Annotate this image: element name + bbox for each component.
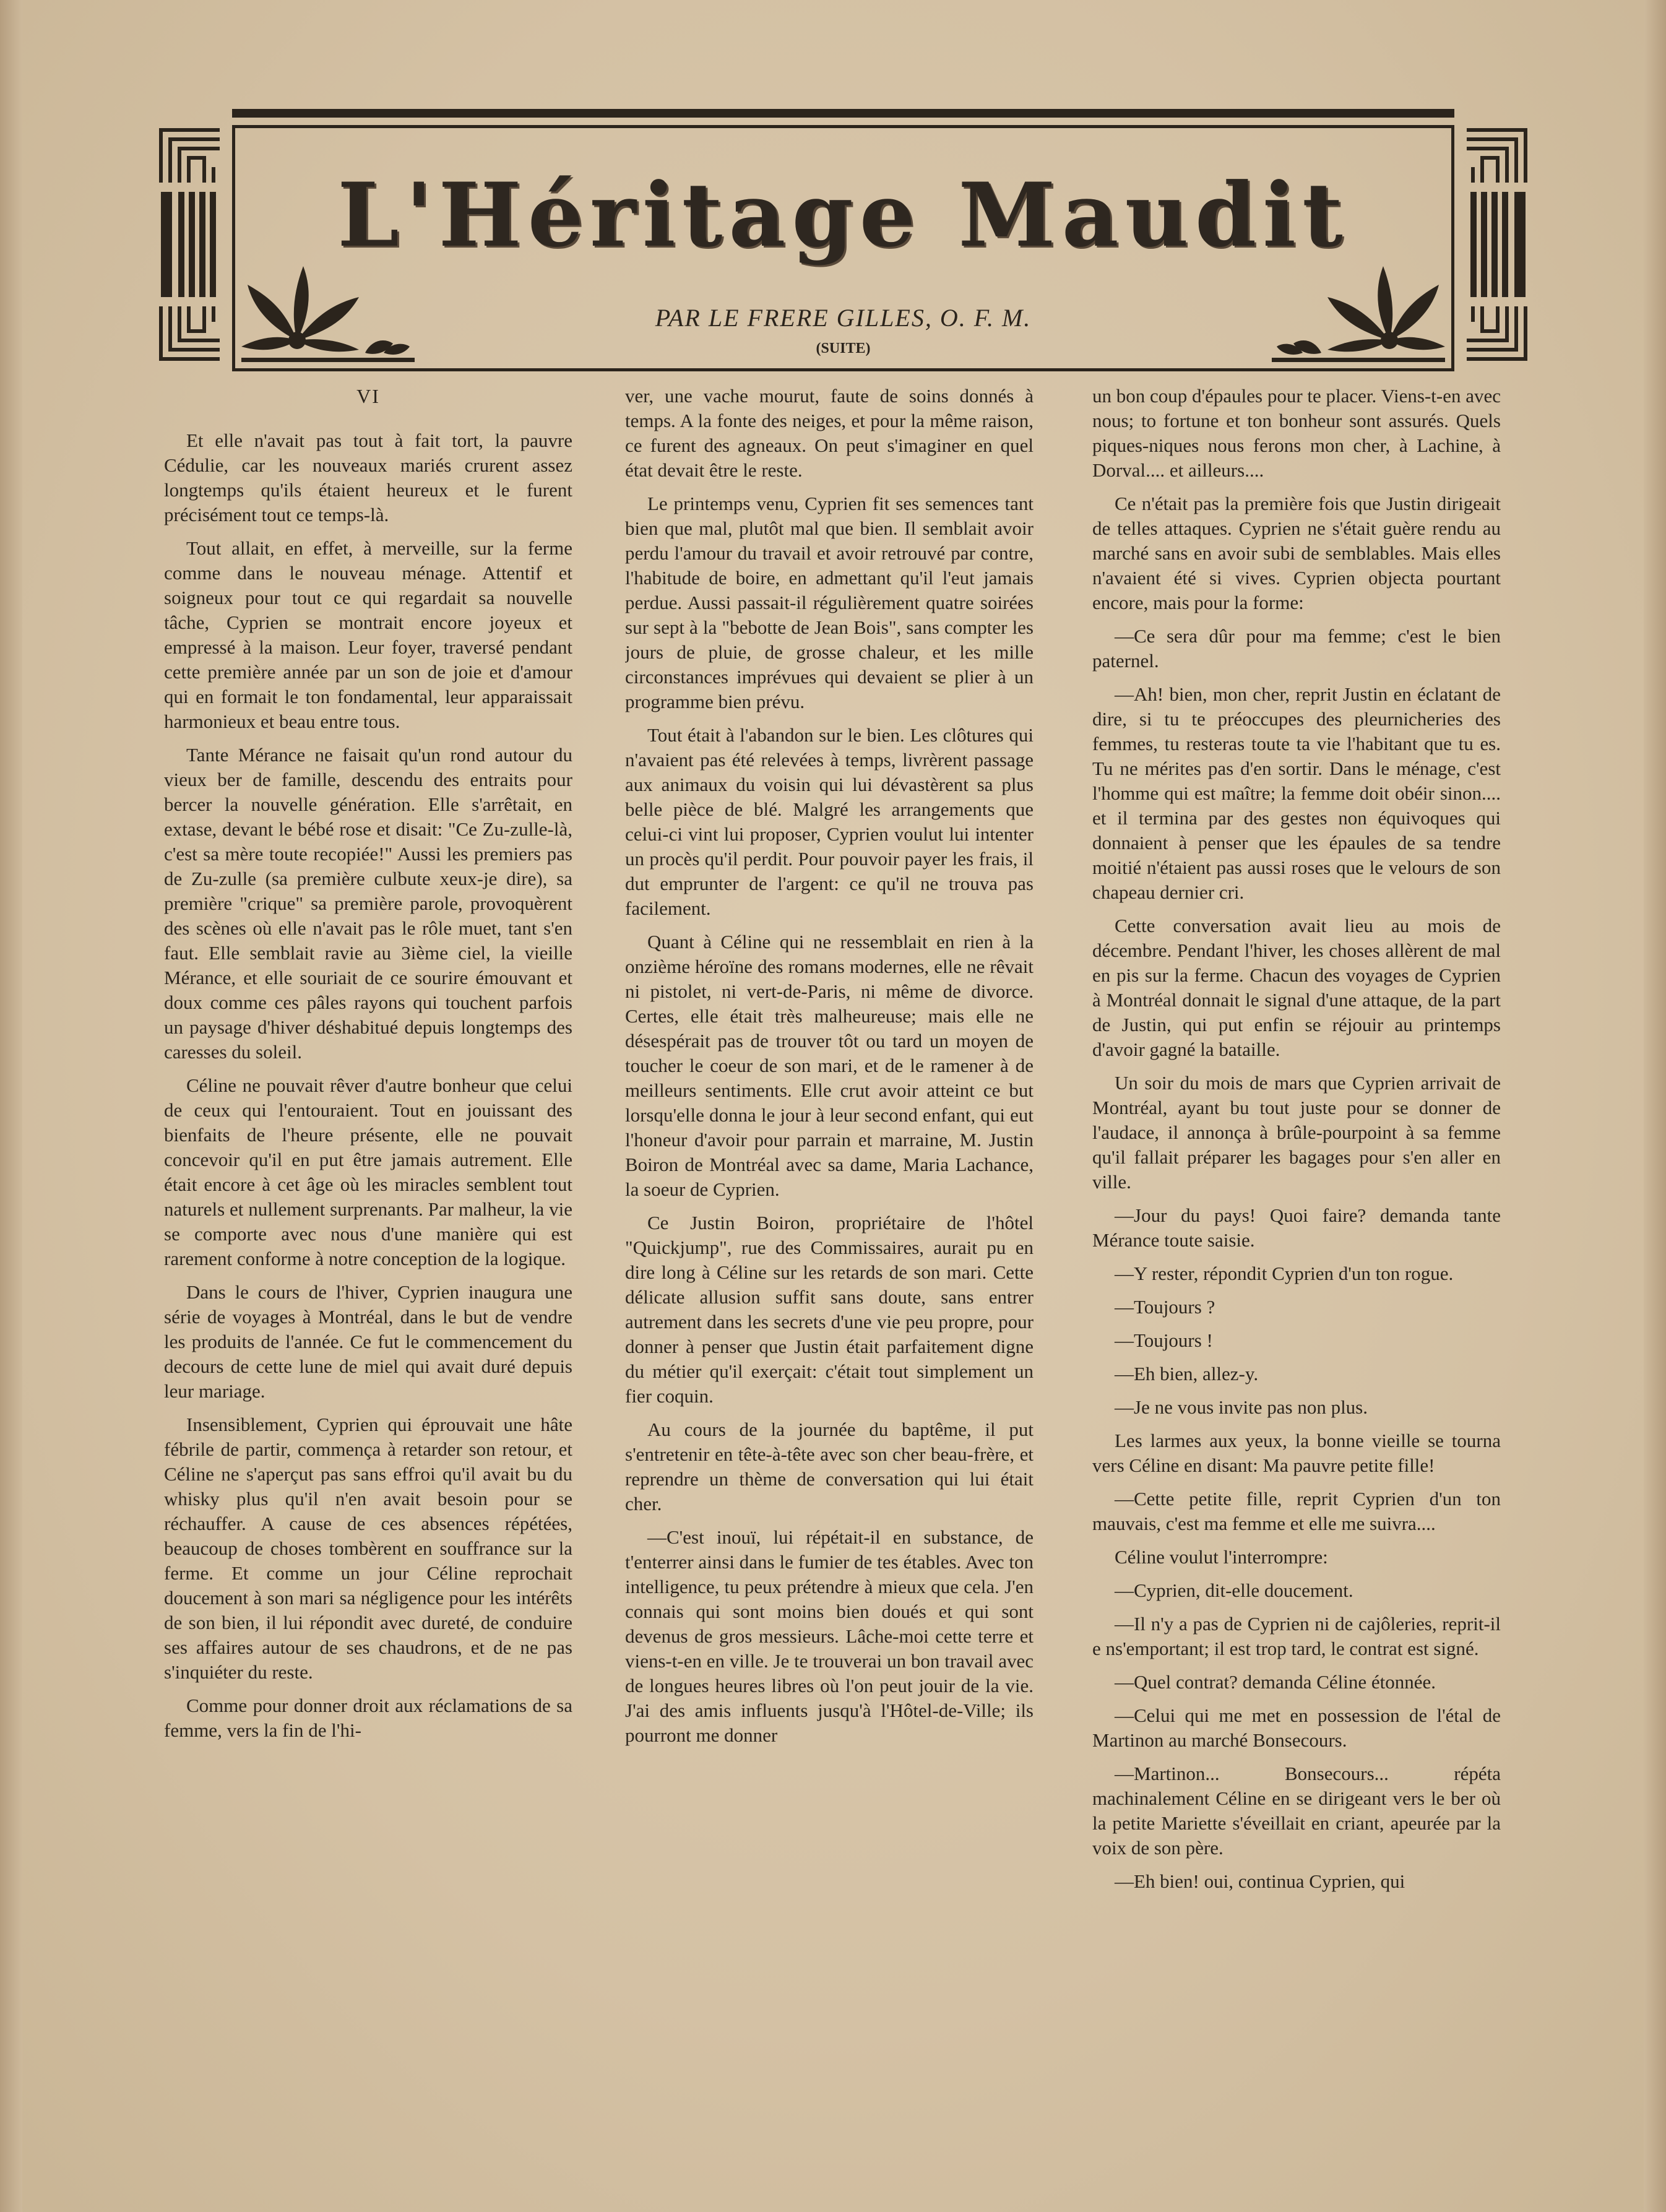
paragraph: —Martinon... Bonsecours... répéta machinalement Céline en se dirigeant vers le ber où la petite Mariette s'éveillait en criant, apeurée par la voix de son père.	[1092, 1763, 1501, 1859]
page-edge-right	[1644, 0, 1666, 2212]
paragraph: Quant à Céline qui ne ressemblait en rien à la onzième héroïne des romans modernes, elle ne rêvait ni pistolet, ni vert-de-Paris, ni même de divorce. Certes, elle était très malheureuse; mais elle ne désespérait pas de trouver tôt ou tard un moyen de toucher le coeur de son mari, et de le ramener à de meilleurs sentiments. Elle crut avoir atteint ce but lorsqu'elle donna le jour à leur second enfant, qui eut l'honeur d'avoir pour parrain et marraine, M. Justin Boiron de Montréal avec sa dame, Maria Lachance, la soeur de Cyprien.	[625, 931, 1034, 1200]
article-title: L'Héritage Maudit	[337, 164, 1349, 267]
article-byline: PAR LE FRERE GILLES, O. F. M.	[655, 304, 1032, 332]
paragraph: Tout était à l'abandon sur le bien. Les clôtures qui n'avaient pas été relevées à temps, livrèrent passage aux animaux du voisin qui lui dévastèrent sa plus belle pièce de blé. Malgré les arrangements que celui-ci vint lui proposer, Cyprien voulut lui intenter un procès qu'il perdit. Pour pouvoir payer les frais, il dut emprunter de l'argent: ce qu'il ne trouva pas facilement.	[625, 724, 1034, 919]
paragraph-continued: un bon coup d'épaules pour te placer. Viens-t-en avec nous; to fortune et ton bonheur sont assurés. Quels piques-niques nous ferons mon cher, à Lachine, à Dorval.... et ailleurs....	[1092, 385, 1501, 481]
page-edge-left	[0, 0, 22, 2212]
paragraph: Comme pour donner droit aux réclamations de sa femme, vers la fin de l'hi-	[164, 1695, 572, 1741]
section-number: VI	[356, 385, 380, 407]
paragraph: —Celui qui me met en possession de l'étal de Martinon au marché Bonsecours.	[1092, 1704, 1501, 1751]
paragraph: Les larmes aux yeux, la bonne vieille se tourna vers Céline en disant: Ma pauvre petite fille!	[1092, 1430, 1501, 1476]
paragraph: Ce Justin Boiron, propriétaire de l'hôtel "Quickjump", rue des Commissaires, aurait pu en dire long à Céline sur les retards de son mari. Cette délicate allusion suffit sans doute, sans entrer autrement dans les secrets d'une vie peu propre, pour donner à penser que Justin était parfaitement digne du métier qu'il exerçait: c'était tout simplement un fier coquin.	[625, 1212, 1034, 1407]
paragraph: Dans le cours de l'hiver, Cyprien inaugura une série de voyages à Montréal, dans le but de vendre les produits de l'année. Ce fut le commencement du decours de cette lune de miel qui avait duré depuis leur mariage.	[164, 1281, 572, 1402]
paragraph: —Y rester, répondit Cyprien d'un ton rogue.	[1115, 1263, 1454, 1284]
paragraph: —Ah! bien, mon cher, reprit Justin en éclatant de dire, si tu te préoccupes des pleurnicheries des femmes, tu resteras toute ta vie l'habitant que tu es. Tu ne mérites pas d'en sortir. Dans le ménage, c'est l'homme qui est maître; la femme doit obéir sinon.... et il termina par des gestes non équivoques qui donnaient à penser que les épaules de sa tendre moitié n'étaient pas aussi roses que le velours de son chapeau dernier cri.	[1092, 683, 1501, 903]
greek-key-ornament-icon	[158, 124, 226, 186]
paragraph: —Eh bien, allez-y.	[1115, 1363, 1259, 1385]
text-column-3	[1092, 384, 1501, 2166]
paragraph: —Cette petite fille, reprit Cyprien d'un ton mauvais, c'est ma femme et elle me suivra....	[1092, 1488, 1501, 1534]
article-header	[158, 105, 1529, 378]
paragraph: Un soir du mois de mars que Cyprien arrivait de Montréal, ayant bu tout juste pour se donner de l'audace, il annonça à brûle-pourpoint à sa femme qu'il fallait préparer les bagages pour s'en aller en ville.	[1092, 1072, 1501, 1193]
paragraph: —Cyprien, dit-elle doucement.	[1115, 1579, 1353, 1601]
greek-key-ornament-icon	[1461, 303, 1529, 365]
paragraph: Tante Mérance ne faisait qu'un rond autour du vieux ber de famille, descendu des entraits pour bercer la nouvelle génération. Elle s'arrêtait, en extase, devant le bébé rose et disait: "Ce Zu-zulle-là, c'est sa mère toute recopiée!" Aussi les premiers pas de Zu-zulle (sa première culbute xeux-je dire), sa première "crique" sa première parole, provoquèrent des scènes où elle n'avait pas le rôle muet, tant s'en faut. Elle semblait ravie au 3ième ciel, la vieille Mérance, et elle souriait de ce sourire émouvant et doux comme ces pâles rayons qui touchent parfois un paysage d'hiver déshabitué depuis longtemps des caresses du soleil.	[164, 744, 572, 1063]
paragraph: —Jour du pays! Quoi faire? demanda tante Mérance toute saisie.	[1092, 1204, 1501, 1251]
paragraph: —Eh bien! oui, continua Cyprien, qui	[1115, 1870, 1405, 1892]
paragraph: Céline ne pouvait rêver d'autre bonheur que celui de ceux qui l'entouraient. Tout en jouissant des bienfaits de l'heure présente, elle ne pouvait concevoir qu'il en put être jamais autrement. Elle était encore à cet âge où les miracles semblent tout naturels et nullement surprenants. Par malheur, la vie se comporte avec nous d'une manière qui est rarement conforme à notre conception de la logique.	[164, 1074, 572, 1269]
paragraph: —C'est inouï, lui répétait-il en substance, de t'enterrer ainsi dans le fumier de tes étables. Avec ton intelligence, tu peux prétendre à mieux que cela. J'en connais qui sont moins bien doués et qui sont devenus de gros messieurs. Lâche-moi cette terre et viens-t-en en ville. Je te trouverai un bon travail avec de longues heures libres où l'on peut jouir de la vie. J'ai des amis influents jusqu'à l'Hôtel-de-Ville; ils pourront me donner	[625, 1526, 1034, 1746]
text-column-1	[164, 384, 572, 2166]
paragraph: Tout allait, en effet, à merveille, sur la ferme comme dans le nouveau ménage. Attentif et soigneux pour tout ce qui regardait sa nouvelle tâche, Cyprien se montrait encore joyeux et empressé à la maison. Leur foyer, traversé pendant cette première année par un son de joie et d'amour qui en formait le ton fondamental, leur apparaissait harmonieux et beau entre tous.	[164, 537, 572, 732]
greek-key-ornament-icon	[158, 303, 226, 365]
text-column-2	[625, 384, 1034, 2166]
paragraph: —Ce sera dûr pour ma femme; c'est le bien paternel.	[1092, 625, 1501, 672]
continued-label: (SUITE)	[816, 340, 871, 356]
paragraph: Céline voulut l'interrompre:	[1115, 1546, 1328, 1568]
greek-key-ornament-icon	[1461, 124, 1529, 186]
paragraph: Au cours de la journée du baptême, il put s'entretenir en tête-à-tête avec son cher beau-frère, et reprendre un thème de conversation qui lui était cher.	[625, 1419, 1034, 1514]
paragraph: —Toujours ?	[1115, 1296, 1215, 1318]
paragraph: Cette conversation avait lieu au mois de décembre. Pendant l'hiver, les choses allèrent de mal en pis sur la ferme. Chacun des voyages de Cyprien à Montréal donnait le signal d'une attaque, de la part de Justin, qui put enfin se réjouir au printemps d'avoir gagné la bataille.	[1092, 915, 1501, 1060]
paragraph: Ce n'était pas la première fois que Justin dirigeait de telles attaques. Cyprien ne s'était guère rendu au marché sans en avoir subi de semblables. Mais elles n'avaient été si vives. Cyprien objecta pourtant encore, mais pour la forme:	[1092, 493, 1501, 613]
paragraph: Insensiblement, Cyprien qui éprouvait une hâte fébrile de partir, commença à retarder son retour, et Céline ne s'aperçut pas sans effroi qu'il avait bu du whisky plus qu'il n'en avait besoin pour se réchauffer. A cause de ces absences répétées, beaucoup de choses tombèrent en souffrance sur la ferme. Et comme un jour Céline reprochait doucement à son mari sa négligence pour les intérêts de son bien, il lui répondit avec dureté, de conduire ses affaires autour de ses chaudrons, et de ne pas s'inquiéter du reste.	[164, 1414, 572, 1683]
paragraph-continued: ver, une vache mourut, faute de soins donnés à temps. A la fonte des neiges, et pour la même raison, ce furent des agneaux. On peut s'imaginer en quel état devait être le reste.	[625, 385, 1034, 481]
paragraph: —Toujours !	[1115, 1329, 1213, 1351]
vertical-bars-ornament-icon	[1461, 192, 1529, 297]
paragraph: —Il n'y a pas de Cyprien ni de cajôleries, reprit-il e ns'emportant; il est trop tard, le contrat est signé.	[1092, 1613, 1501, 1659]
paragraph: —Quel contrat? demanda Céline étonnée.	[1115, 1671, 1436, 1693]
paragraph: Le printemps venu, Cyprien fit ses semences tant bien que mal, plutôt mal que bien. Il semblait avoir perdu l'amour du travail et avoir retrouvé par contre, l'habitude de boire, en admettant qu'il l'eut jamais perdue. Aussi passait-il régulièrement quatre soirées sur sept à la "bebotte de Jean Bois", sans compter les jours de pluie, de grosse chaleur, et les mille circonstances imprévues qui devaient se plier à un programme bien prévu.	[625, 493, 1034, 712]
header-top-rule	[232, 109, 1454, 118]
paragraph: —Je ne vous invite pas non plus.	[1115, 1396, 1368, 1418]
vertical-bars-ornament-icon	[158, 192, 226, 297]
paragraph: Et elle n'avait pas tout à fait tort, la pauvre Cédulie, car les nouveaux mariés crurent assez longtemps qu'ils étaient heureux et le furent précisément tout ce temps-là.	[164, 430, 572, 525]
